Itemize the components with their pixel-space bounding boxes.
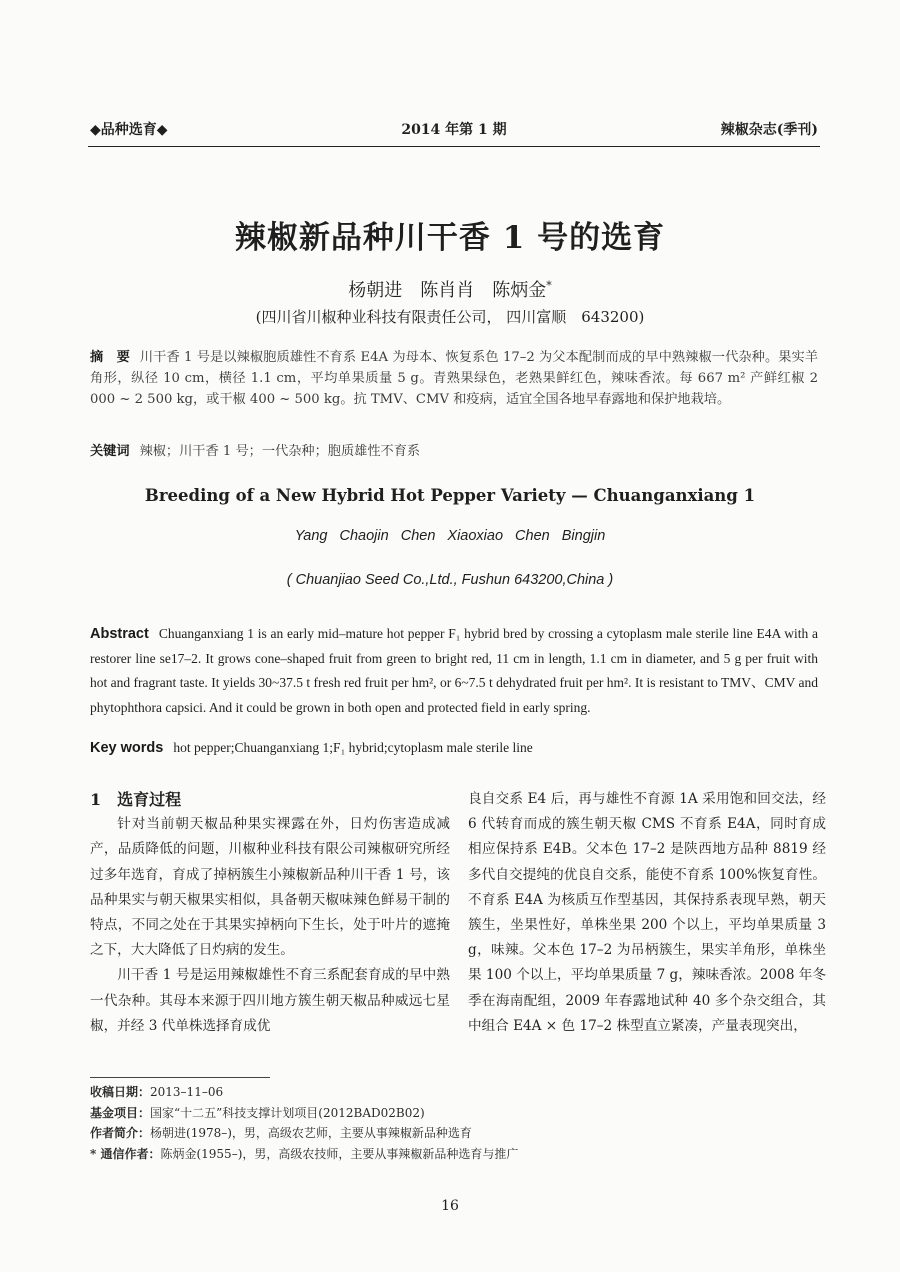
abstract-en-text: Chuanganxiang 1 is an early mid–mature hot pepper F₁ hybrid bred by crossing a cytoplasm male sterile line E4A with a restorer line se17–2. It grows cone–shaped fruit from green to bright red, 11 cm in length, 1.1 cm in diameter, and 5 g per fruit with hot and fragrant taste. It yields 30~37.5 t fresh red fruit per hm², or 6~7.5 t dehydrated fruit per hm². It is resistant to TMV、CMV and phytophthora capsici. And it could be grown in both open and protected field in early spring. <box>90 626 818 715</box>
footnote-author-bio: 作者简介：杨朝进(1978–)，男，高级农艺师，主要从事辣椒新品种选育 <box>90 1126 472 1140</box>
authors-en: Yang Chaojin Chen Xiaoxiao Chen Bingjin <box>294 528 606 544</box>
journal-name: 辣椒杂志(季刊) <box>720 122 818 138</box>
keywords-cn <box>90 440 818 459</box>
author-names-cn: 杨朝进 陈肖肖 陈炳金 <box>348 280 547 301</box>
paper-title-cn: 辣椒新品种川干香 1 号的选育 <box>234 220 666 256</box>
abstract-cn-text: 川干香 1 号是以辣椒胞质雄性不育系 E4A 为母本、恢复系色 17–2 为父本配制而成的早中熟辣椒一代杂种。果实羊角形，纵径 10 cm，横径 1.1 cm，平均单果质量 5 g。青熟果绿色，老熟果鲜红色，辣味香浓。每 667 m² 产鲜红椒 2 000 ~ 2 500 kg，或干椒 400 ~ 500 kg。抗 TMV、CMV 和疫病，适宜全国各地早春露地和保护地栽培。 <box>90 350 819 407</box>
keywords-en-text: hot pepper;Chuanganxiang 1;F₁ hybrid;cytoplasm male sterile line <box>173 740 533 755</box>
body-paragraph: 良自交系 E4 后，再与雄性不育源 1A 采用饱和回交法，经 6 代转育而成的簇生朝天椒 CMS 不育系 E4A，同时育成相应保持系 E4B。父本色 17–2 是陕西地方品种 8819 经多代自交提纯的优良自交系，能使不育系 100%恢复育性。不育系 E4A 为核质互作型基因，其保持系表现早熟，朝天簇生，坐果性好，单株坐果 200 个以上，平均单果质量 3 g，味辣。父本色 17–2 为吊柄簇生，果实羊角形，单株坐果 100 个以上，平均单果质量 7 g，辣味香浓。2008 年冬季在海南配组，2009 年春露地试种 40 多个杂交组合，其中组合 E4A × 色 17–2 株型直立紧凑，产量表现突出， <box>468 791 826 1034</box>
affiliation-en: ( Chuanjiao Seed Co.,Ltd., Fushun 643200,China ) <box>286 572 614 588</box>
abstract-en <box>90 622 818 720</box>
page-number: 16 <box>441 1198 459 1214</box>
authors-cn <box>0 276 900 302</box>
footnote-funding: 基金项目：国家“十二五”科技支撑计划项目(2012BAD02B02) <box>90 1105 425 1120</box>
body-paragraph: 川干香 1 号是运用辣椒雄性不育三系配套育成的早中熟一代杂种。其母本来源于四川地方簇生朝天椒品种威远七星椒，并经 3 代单株选择育成优 <box>90 967 450 1034</box>
keywords-cn-text: 辣椒；川干香 1 号；一代杂种；胞质雄性不育系 <box>139 444 421 459</box>
footnote-received: 收稿日期：2013–11–06 <box>90 1085 224 1099</box>
body-right-column <box>468 787 826 1039</box>
abstract-cn-label: 摘 要 <box>90 350 130 365</box>
abstract-cn <box>90 347 818 410</box>
keywords-cn-label: 关键词 <box>90 444 130 459</box>
footnotes <box>90 1082 518 1164</box>
footnote-rule <box>90 1077 270 1078</box>
running-header <box>90 119 818 141</box>
abstract-en-label: Abstract <box>90 626 149 642</box>
paper-title-en: Breeding of a New Hybrid Hot Pepper Variety — Chuanganxiang 1 <box>144 486 756 505</box>
section-heading: 1 选育过程 <box>90 790 182 809</box>
corresponding-mark: * <box>546 279 552 292</box>
body-left-column <box>90 787 450 1039</box>
footnote-corresponding: * 通信作者：陈炳金(1955–)，男，高级农技师，主要从事辣椒新品种选育与推广 <box>90 1146 519 1161</box>
issue-label: 2014 年第 1 期 <box>401 122 507 138</box>
body-paragraph: 针对当前朝天椒品种果实裸露在外，日灼伤害造成减产，品质降低的问题，川椒种业科技有限公司辣椒研究所经过多年选育，育成了掉柄簇生小辣椒新品种川干香 1 号，该品种果实与朝天椒果实相似，具备朝天椒味辣色鲜易干制的特点，不同之处在于其果实掉柄向下生长，处于叶片的遮掩之下，大大降低了日灼病的发生。 <box>90 816 450 959</box>
header-rule <box>88 146 820 147</box>
keywords-en-label: Key words <box>90 740 164 756</box>
keywords-en <box>90 740 818 756</box>
column-tag: ◆品种选育◆ <box>90 122 168 138</box>
affiliation-cn: (四川省川椒种业科技有限责任公司， 四川富顺 643200) <box>255 308 645 326</box>
